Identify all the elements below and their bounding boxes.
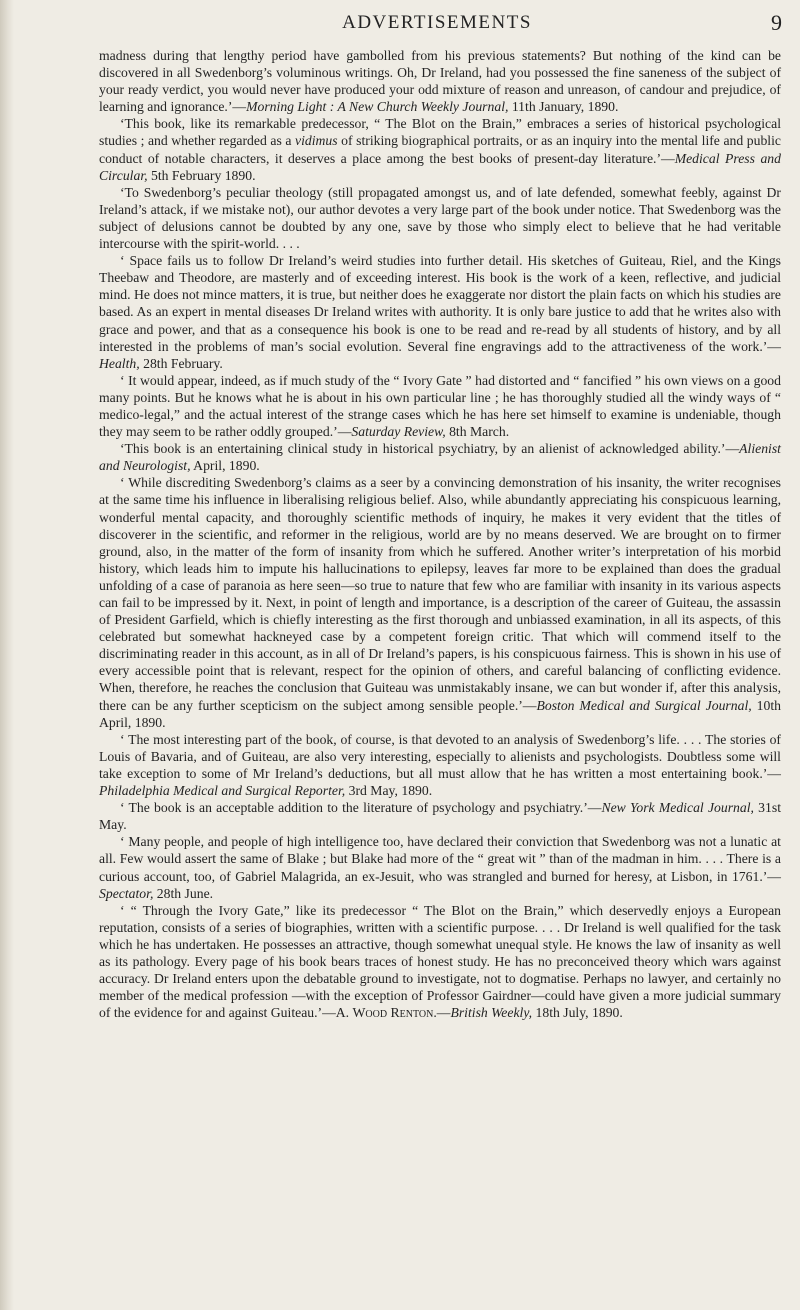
page-body (99, 47, 781, 1021)
review-paragraph: ‘This book, like its remarkable predecessor, “ The Blot on the Brain,” embraces a series of historical psychological studies ; and whether regarded as a vidimus of striking biographical portraits, or as an inquiry into the mental life and public conduct of notable characters, it deserves a place among the best books of present-day literature.’—Medical Press and Circular, 5th February 1890. (99, 116, 781, 183)
review-paragraph: ‘ It would appear, indeed, as if much study of the “ Ivory Gate ” had distorted and “ fancified ” his own views on a good many points. But he knows what he is about in his own particular line ; he has thoroughly studied all the windy ways of “ medico-legal,” and the actual interest of the strange cases which he has here set himself to examine is undeniable, though they may seem to be rather oddly grouped.’—Saturday Review, 8th March. (99, 372, 781, 440)
review-paragraph: ‘This book is an entertaining clinical study in historical psychiatry, by an alienist of acknowledged ability.’—Alienist and Neurologist, April, 1890. (99, 441, 781, 474)
review-source: Medical Press and Circular, (99, 150, 781, 183)
review-source: British Weekly, (450, 1005, 533, 1021)
review-source: Health, (99, 355, 140, 371)
review-paragraph: ‘ Many people, and people of high intelligence too, have declared their conviction that Swedenborg was not a lunatic at all. Few would assert the same of Blake ; but Blake had more of the “ great wit ” than of the madman in him. . . . There is a curious account, too, of Gabriel Malagrida, an ex-Jesuit, who was strangled and burned for heresy, at Lisbon, in 1761.’—Spectator, 28th June. (99, 834, 781, 901)
latin-term: vidimus (295, 133, 338, 149)
review-paragraph: ‘ While discrediting Swedenborg’s claims as a seer by a convincing demonstration of his insanity, the writer recognises at the same time his influence in liberalising religious belief. Also, while abundantly appreciating his conspicuous learning, wonderful mental capacity, and thoroughly scientific methods of inquiry, he makes it very evident that the titles of discoverer in the scientific, and reformer in the religious, world are by no means deserved. We are brought on to firmer ground, also, in the matter of the form of insanity from which he suffered. Another writer’s interpretation of his morbid history, which leads him to impute his hallucinations to epilepsy, leaves far more to be explained than does the gradual unfolding of a case of paranoia as here seen—so true to nature that few who are familiar with insanity in its various aspects can fail to be impressed by it. Next, in point of length and importance, is a description of the career of Guiteau, the assassin of President Garfield, which is chiefly interesting as the first thorough and unbiassed examination, in all its aspects, of this celebrated but somewhat hackneyed case by a competent foreign critic. That which will commend itself to the discriminating reader in this account, as in all of Dr Ireland’s papers, is his conspicuous fairness. This is shown in his use of every accessible point that is relevant, respect for the opinion of others, and careful balancing of conflicting evidence. When, therefore, he reaches the conclusion that Guiteau was unmistakably insane, we can but wonder if, after this analysis, there can be any further scepticism on the subject among sensible people.’—Boston Medical and Surgical Journal, 10th April, 1890. (99, 475, 781, 730)
running-head: ADVERTISEMENTS (342, 12, 532, 33)
review-source: Spectator, (99, 885, 154, 901)
review-source: Alienist and Neurologist, (99, 441, 781, 474)
page-number: 9 (771, 10, 782, 35)
page-header (92, 10, 782, 36)
review-paragraph: ‘ “ Through the Ivory Gate,” like its predecessor “ The Blot on the Brain,” which deservedly enjoys a European reputation, consists of a series of biographies, written with a scientific purpose. . . . Dr Ireland is well qualified for the task which he has undertaken. He possesses an attractive, though somewhat unequal style. He knows the law of insanity as well as its pathology. Every page of his book bears traces of honest study. He has no preconceived theory which wars against accuracy. Dr Ireland enters upon the debatable ground to investigate, not to dogmatise. Perhaps no lawyer, and certainly no member of the medical profession —with the exception of Professor Gairdner—could have given a more judicial summary of the evidence for and against Guiteau.’—A. Wood Renton.—British Weekly, 18th July, 1890. (99, 902, 781, 1021)
review-source: New York Medical Journal, (601, 800, 754, 816)
reviewer-name: Wood Renton (352, 1005, 434, 1021)
review-paragraph: madness during that lengthy period have gambolled from his previous statements? But nothing of the kind can be discovered in all Swedenborg’s voluminous writings. Oh, Dr Ireland, had you possessed the fine saneness of the subject of your ready verdict, you would never have produced your odd mixture of reason and unreason, of candour and prejudice, of learning and ignorance.’—Morning Light : A New Church Weekly Journal, 11th January, 1890. (99, 48, 781, 115)
review-source: Philadelphia Medical and Surgical Reporter, (99, 783, 346, 799)
review-source: Morning Light : A New Church Weekly Journal, (246, 99, 509, 115)
review-source: Boston Medical and Surgical Journal, (536, 697, 752, 713)
review-paragraph: ‘ Space fails us to follow Dr Ireland’s weird studies into further detail. His sketches of Guiteau, Riel, and the Kings Theebaw and Theodore, are masterly and of exceeding interest. His book is the work of a keen, reflective, and judicial mind. He does not mince matters, it is true, but neither does he exaggerate nor distort the plain facts on which his studies are based. As an expert in mental diseases Dr Ireland writes with authority. It is only bare justice to add that he writes also with grace and power, and that as a consequence his book is one to be read and re-read by all students of history, and by all interested in the problems of man’s social evolution. Several fine engravings add to the attractiveness of the work.’—Health, 28th February. (99, 253, 781, 371)
review-paragraph: ‘To Swedenborg’s peculiar theology (still propagated amongst us, and of late defended, somewhat feebly, against Dr Ireland’s attack, if we mistake not), our author devotes a very large part of the book under notice. That Swedenborg was the subject of delusions cannot be doubted by any one, save by those who simply elect to believe that he had veritable intercourse with the spirit-world. . . . (99, 184, 781, 252)
review-paragraph: ‘ The most interesting part of the book, of course, is that devoted to an analysis of Swedenborg’s life. . . . The stories of Louis of Bavaria, and of Guiteau, are also very interesting, especially to alienists and psychologists. Doubtless some will take exception to some of Mr Ireland’s deductions, but all must allow that he has written a most entertaining book.’—Philadelphia Medical and Surgical Reporter, 3rd May, 1890. (99, 731, 781, 799)
page-gutter (0, 0, 14, 1310)
review-paragraph: ‘ The book is an acceptable addition to the literature of psychology and psychiatry.’—New York Medical Journal, 31st May. (99, 800, 782, 833)
review-source: Saturday Review, (351, 424, 446, 440)
